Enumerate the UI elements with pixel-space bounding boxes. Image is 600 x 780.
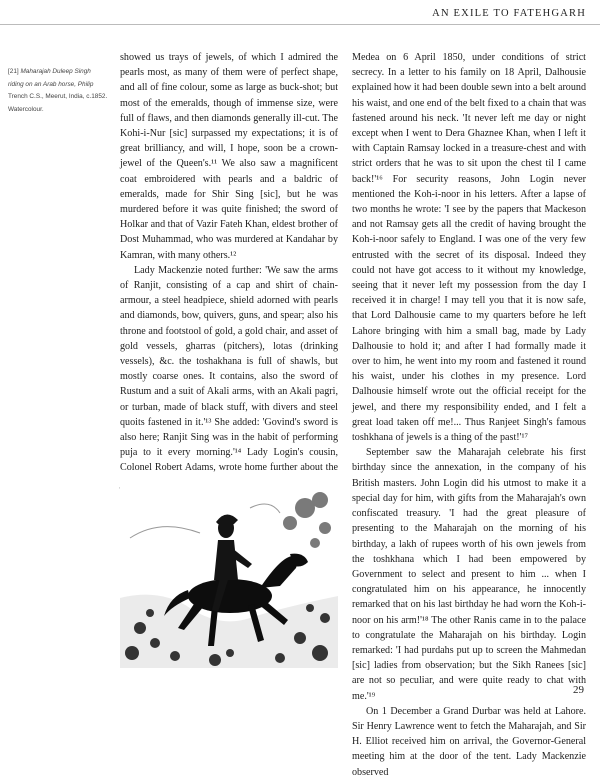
right-paragraph-1: Medea on 6 April 1850, under conditions of strict secrecy. In a letter to his family on 18 April, Dalhousie explained how it had been double sewn into a belt around his waist, and one end of the belt fixed to a chain that was fastened around his neck. 'It never left me day or night except when I went to Dera Ghaznee Khan, when I left it with Captain Ramsay locked in a treasure-chest and with strict orders that he was to sit upon the chest til I came back!'¹⁶ For security reasons, John Login never mentioned the Koh-i-noor in his letters. After a lapse of two months he wrote: 'I see by the papers that Mackeson and not Ramsay gets all the credit of having brought the Koh-i-noor safely to England. I was one of the very few entrusted with the secret of its disposal. Indeed they could not have got access to it without my knowledge, seeing that it never left my possession from the day I received it in charge! I may tell you that it is now safe, that Lord Dalhousie came to my quarters before he left Lahore bringing with him a small bag, made by Lady Dalhousie to hold it; and after I had formally made it over to him, he went into my room and fastened it round his waist, under his clothes in my presence. Lord Dalhousie himself wrote out the official receipt for the jewel, and there my responsibility ended, and I felt a great load taken off me!... Thus Ranjeet Singh's famous toshkhana of jewels is a thing of the past!'¹⁷ [352, 52, 586, 444]
caption-number: [21] [8, 68, 19, 75]
left-paragraph-2: Lady Mackenzie noted further: 'We saw the arms of Ranjit, consisting of a cap and shirt of chain-armour, a steel headpiece, shield adorned with pearls and diamonds, bow, quivers, guns, and spear; also his throne and footstool of gold, a gold chair, and asset of gold vessels, gharras (pitchers), lotas (drinking vessels), &c. the toshakhana is full of shawls, but mostly coarse ones. It contains, also the sword of Rustum and a suit of Akali arms, with an Akali pagri, or turban, made of black stuff, with divers and steel quoits fastened in it.'¹³ She added: 'Govind's sword is also here; Ranjit Sing was in the habit of performing puja to it every morning.'¹⁴ Lady Login's cousin, Colonel Robert Adams, wrote home further about the [120, 264, 338, 474]
right-column [352, 50, 586, 780]
caption-title: Maharajah Duleep Singh riding on an Arab horse, Philip [8, 68, 94, 88]
running-head: AN EXILE TO FATEHGARH [432, 8, 586, 19]
figure-caption [8, 66, 108, 116]
left-paragraph-1: showed us trays of jewels, of which I admired the pearls most, as many of them were of perfect shape, and all of fine colour, some as large as buck-shot; but most of the emeralds, though of immense size, were full of flaws, and then diamonds generally ill-cut. The Kohi-i-Nur [sic] surpassed my expectations; it is of great brilliancy, and will, I hope, soon be a crown-jewel of the Queen's.¹¹ We also saw a magnificent coat embroidered with pearls and a baldric of emeralds, made for Shir Sing [sic], but he was murdered before it was quite finished; the sword of Holkar and that of Vazir Fateh Khan, eldest brother of Dost Muhammad, who was murdered at Kandahar by Kamran, with many others.¹² [120, 52, 338, 261]
page-number: 29 [573, 684, 584, 696]
right-paragraph-2: September saw the Maharajah celebrate his first birthday since the annexation, in the company of his British masters. John Login did his utmost to make it a special day for him, with gifts from the Maharajah's own confiscated treasury. 'I had the great pleasure of presenting to the Maharajah on the morning of his birthday, a lakh of rupees worth of his own jewels from the toshkhana which I had been empowered by Government to select and present to him ... when I congratulated him on his appearance, he innocently remarked that on his last birthday he had worn the Koh-i-noor on his arm!'¹⁸ The other Ranis came in to the palace to congratulate the Maharajah on his birthday. Login remarked: 'I had purdahs put up to screen the Mahmedan [sic] ladies from observation; but the Sikh Ranees [sic] are not so peculiar, and were quite ready to chat with me.'¹⁹ [352, 447, 586, 702]
horse-rider-image [120, 478, 338, 668]
caption-rest: Trench C.S., Meerut, India, c.1852. Watercolour. [8, 93, 108, 113]
header-rule [0, 24, 600, 25]
horse-rider-illustration [120, 478, 338, 668]
right-paragraph-3: On 1 December a Grand Durbar was held at Lahore. Sir Henry Lawrence went to fetch the Maharajah, and Sir H. Elliot received him on arrival, the Governor-General meeting him at the door of the tent. Lady Mackenzie observed [352, 705, 586, 778]
